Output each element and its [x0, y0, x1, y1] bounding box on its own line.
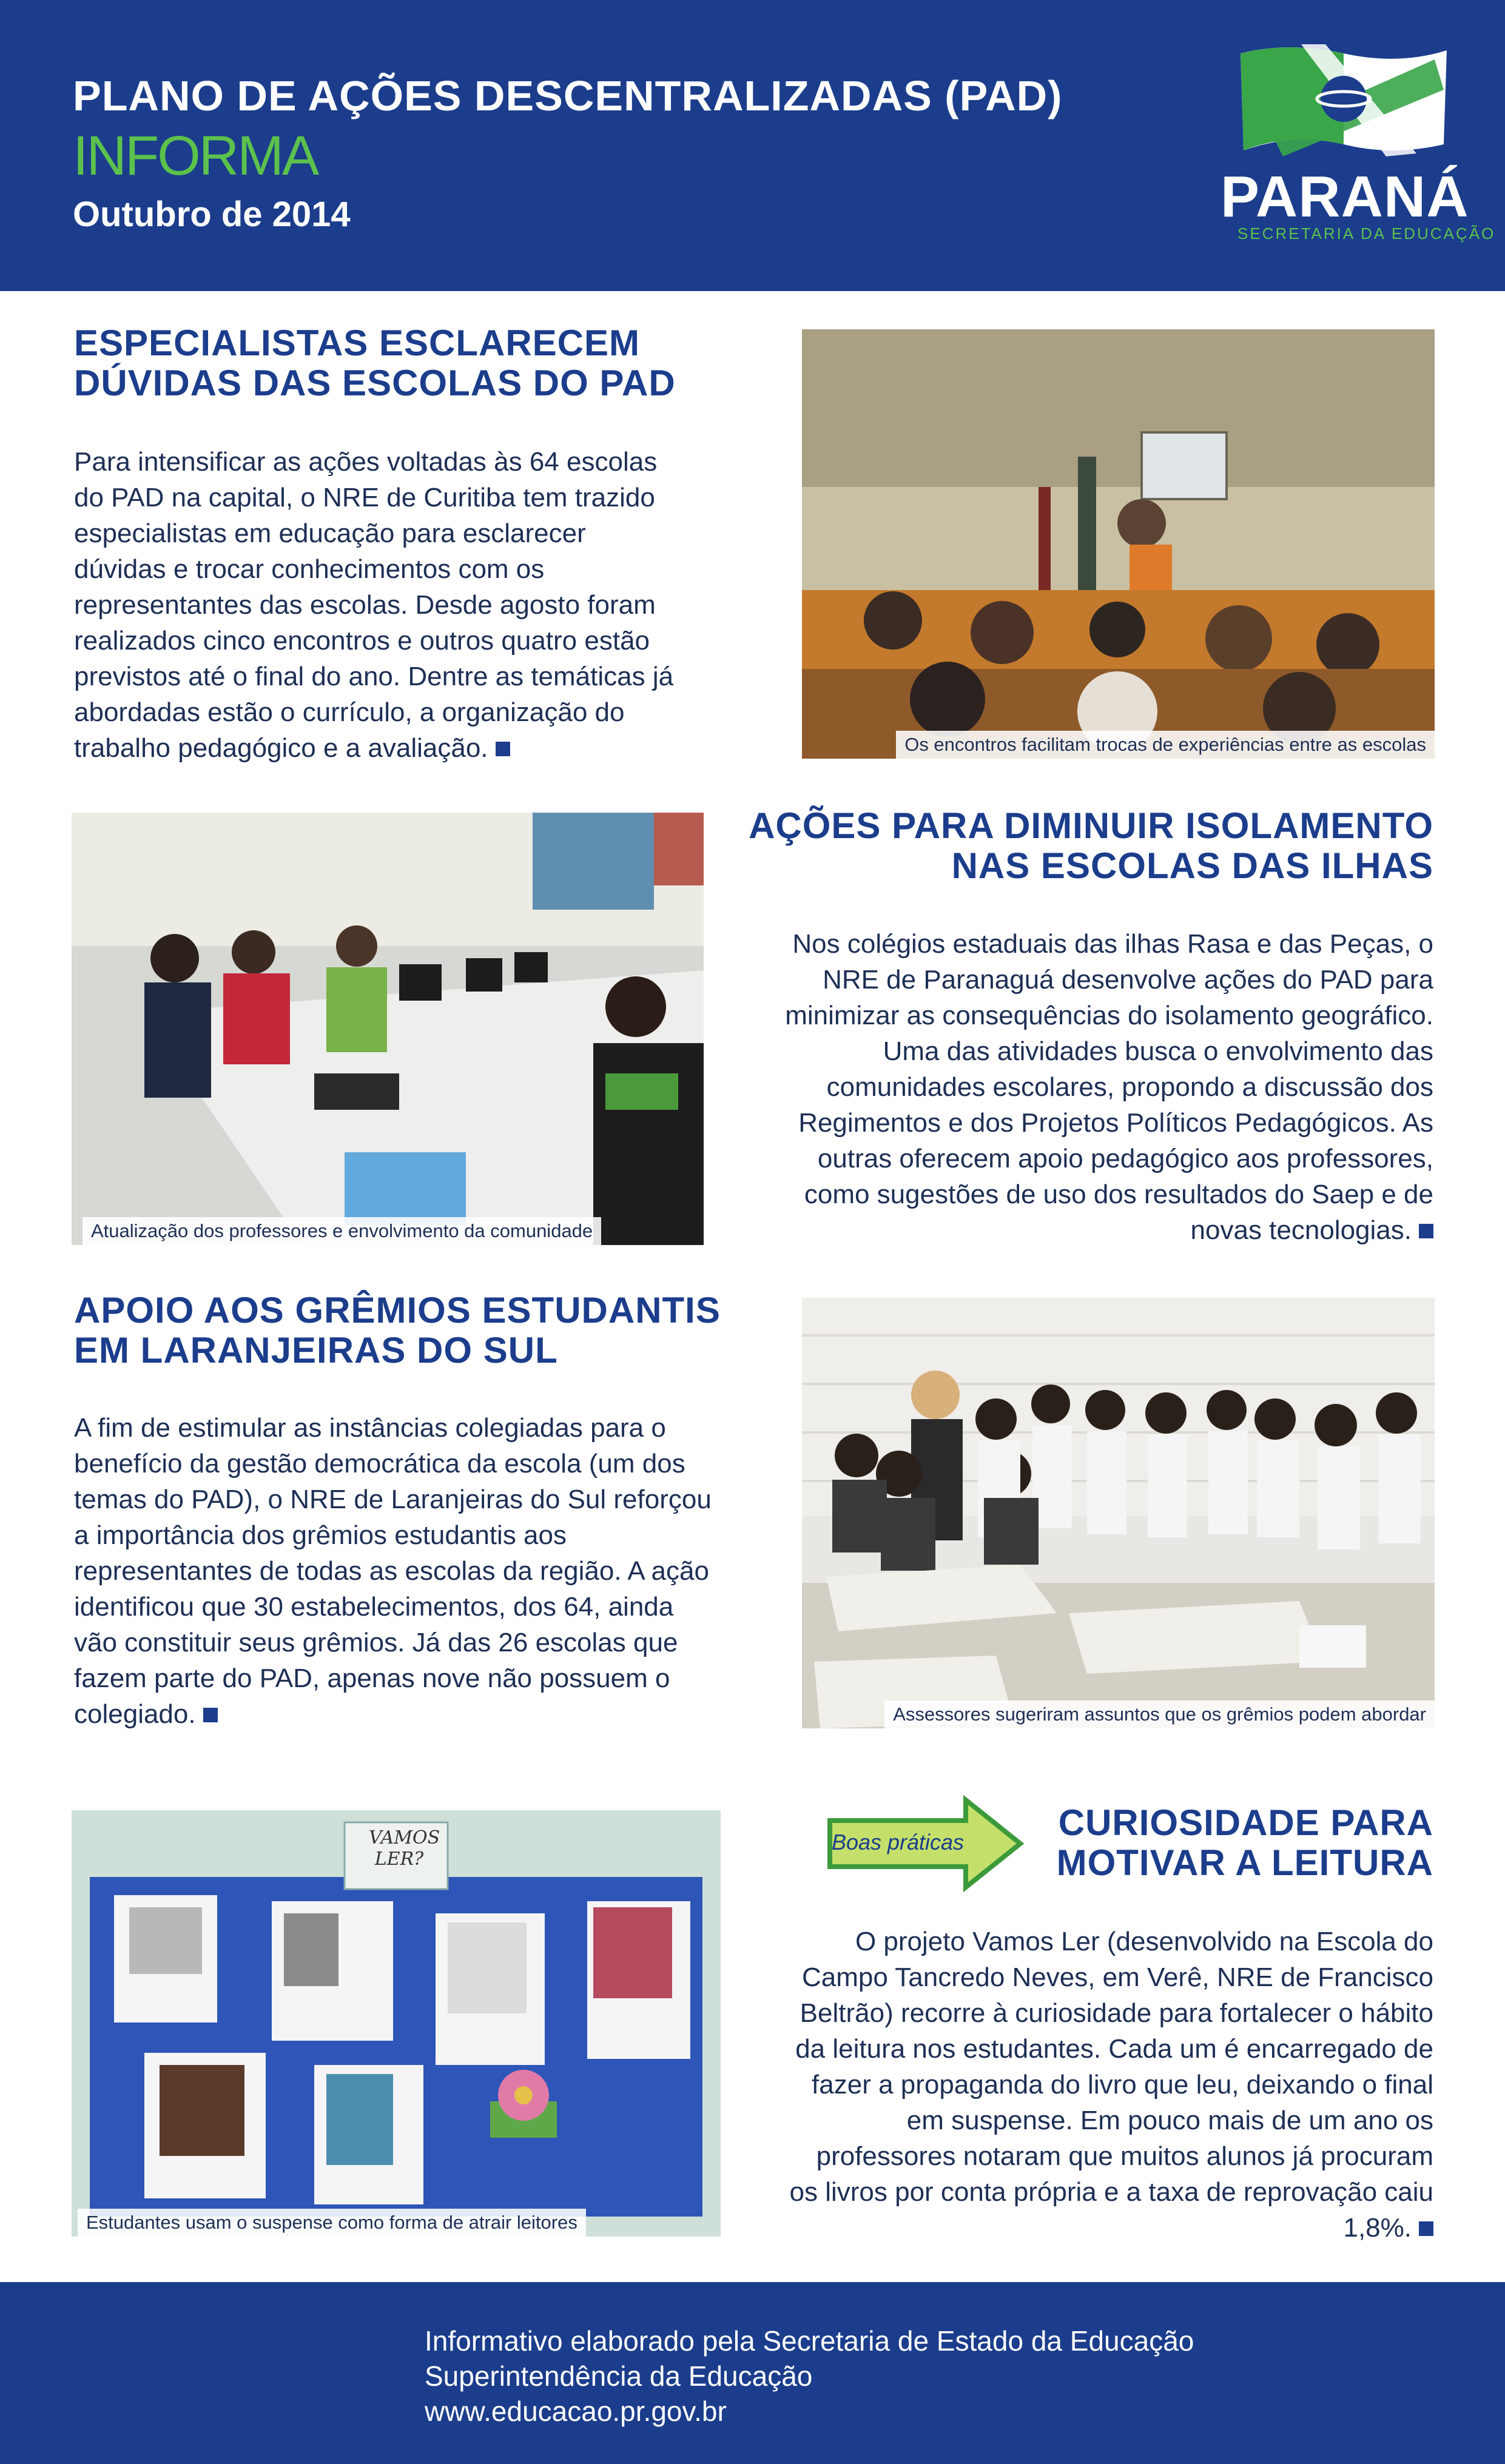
students-group-image	[802, 1298, 1435, 1728]
newsletter-subtitle: INFORMA	[73, 125, 318, 187]
photo-encontros	[802, 329, 1435, 759]
photo-caption: Estudantes usam o suspense como forma de atrair leitores	[78, 2209, 586, 2237]
photo-caption: Assessores sugeriram assuntos que os grêmios podem abordar	[884, 1700, 1435, 1728]
end-mark-icon	[1419, 2221, 1433, 2236]
end-mark-icon	[203, 1708, 218, 1722]
article-isolamento-title: AÇÕES PARA DIMINUIR ISOLAMENTO NAS ESCOLAS DAS ILHAS	[749, 805, 1433, 886]
article-gremios-title: APOIO AOS GRÊMIOS ESTUDANTIS EM LARANJEIRAS DO SUL	[74, 1290, 721, 1371]
footer-department: Superintendência da Educação	[425, 2360, 813, 2392]
photo-caption: Atualização dos professores e envolvimento da comunidade	[82, 1217, 601, 1245]
article-curiosidade-body: O projeto Vamos Ler (desenvolvido na Escola do Campo Tancredo Neves, em Verê, NRE de Francisco Beltrão) recorre à curiosidade para fortalecer o hábito da leitura nos estudantes. Cada um é encarregado de fazer a propaganda do livro que leu, deixando o final em suspense. Em pouco mais de um ano os professores notaram que muitos alunos já procuram os livros por conta própria e a taxa de reprovação caiu 1,8%.	[789, 1927, 1433, 2243]
parana-flag-icon	[1234, 41, 1453, 163]
issue-date: Outubro de 2014	[73, 195, 351, 234]
brand-name: PARANÁ	[1220, 164, 1469, 229]
photo-estudantes	[72, 1810, 721, 2237]
reading-board-image	[72, 1810, 721, 2237]
photo-atualizacao	[72, 813, 704, 1245]
article-curiosidade-title: CURIOSIDADE PARA MOTIVAR A LEITURA	[1056, 1802, 1433, 1883]
footer	[0, 2282, 1505, 2464]
board-text: VAMOS LER?	[369, 1827, 440, 1870]
boas-praticas-badge	[825, 1795, 1025, 1892]
footer-credit: Informativo elaborado pela Secretaria de Estado da Educação	[425, 2325, 1194, 2357]
article-especialistas-body: Para intensificar as ações voltadas às 64 escolas do PAD na capital, o NRE de Curitiba tem trazido especialistas em educação para esclarecer dúvidas e trocar conhecimentos com os representantes das escolas. Desde agosto foram realizados cinco encontros e outros quatro estão previstos até o final do ano. Dentre as temáticas já abordadas estão o currículo, a organização do trabalho pedagógico e a avaliação.	[74, 447, 674, 763]
header-banner	[0, 0, 1505, 291]
photo-assessores	[802, 1298, 1435, 1728]
footer-website-link[interactable]: www.educacao.pr.gov.br	[425, 2395, 727, 2427]
article-especialistas-title: ESPECIALISTAS ESCLARECEM DÚVIDAS DAS ESCOLAS DO PAD	[74, 323, 676, 403]
badge-label: Boas práticas	[831, 1830, 965, 1855]
classroom-computers-image	[72, 813, 704, 1245]
meeting-room-image	[802, 329, 1435, 759]
end-mark-icon	[1419, 1224, 1433, 1238]
article-isolamento-body: Nos colégios estaduais das ilhas Rasa e das Peças, o NRE de Paranaguá desenvolve ações do PAD para minimizar as consequências do isolamento geográfico. Uma das atividades busca o envolvimento das comunidades escolares, propondo a discussão dos Regimentos e dos Projetos Políticos Pedagógicos. As outras oferecem apoio pedagógico aos professores, como sugestões de uso dos resultados do Saep e de novas tecnologias.	[785, 929, 1433, 1245]
photo-caption: Os encontros facilitam trocas de experiências entre as escolas	[896, 731, 1435, 759]
article-gremios-body: A fim de estimular as instâncias colegiadas para o benefício da gestão democrática da escola (um dos temas do PAD), o NRE de Laranjeiras do Sul reforçou a importância dos grêmios estudantis aos representantes de todas as escolas da região. A ação identificou que 30 estabelecimentos, dos 64, ainda vão constituir seus grêmios. Já das 26 escolas que fazem parte do PAD, apenas nove não possuem o colegiado.	[74, 1413, 712, 1729]
newsletter-title: PLANO DE AÇÕES DESCENTRALIZADAS (PAD)	[73, 72, 1063, 119]
brand-subtitle: SECRETARIA DA EDUCAÇÃO	[1237, 224, 1496, 243]
end-mark-icon	[496, 742, 510, 756]
